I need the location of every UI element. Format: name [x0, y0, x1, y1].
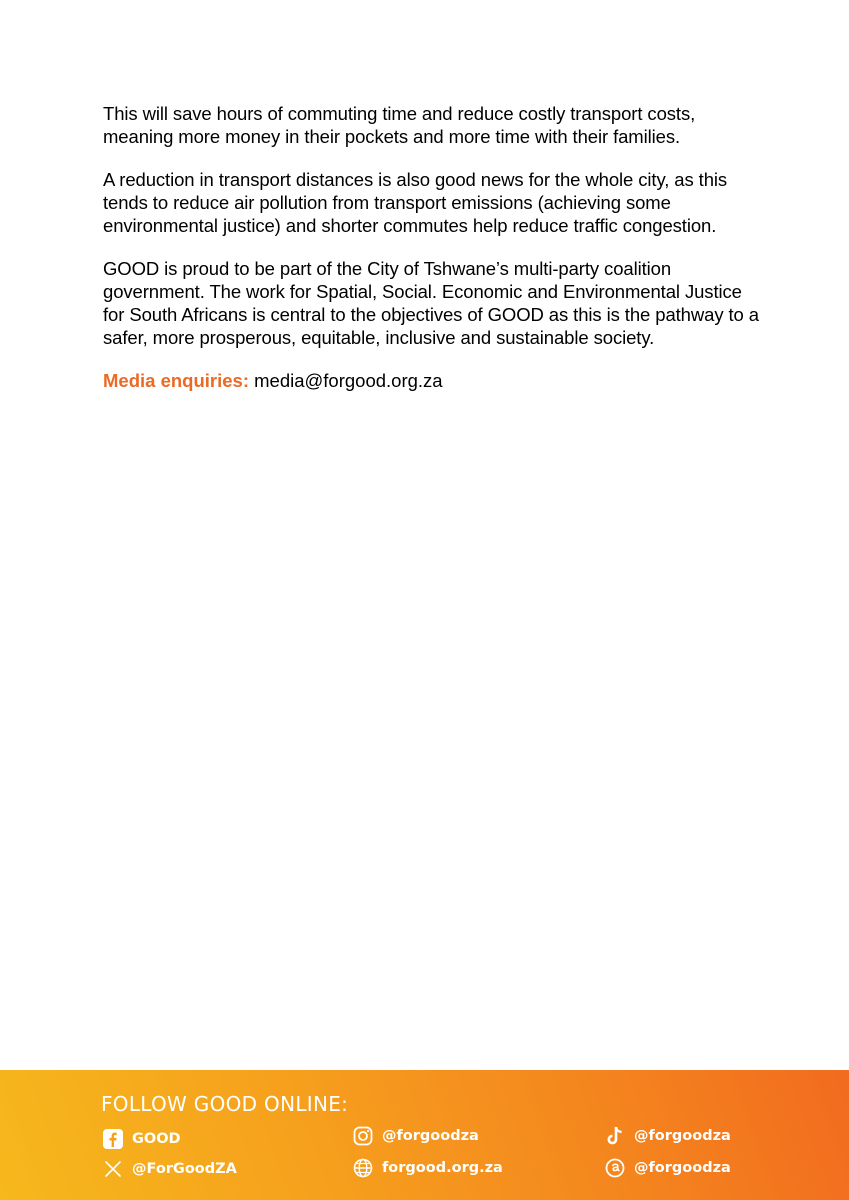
media-enquiries [103, 369, 763, 392]
tiktok-icon [604, 1125, 626, 1147]
facebook-handle: GOOD [132, 1131, 181, 1147]
x-handle: @ForGoodZA [132, 1161, 237, 1177]
media-enquiries-label: Media enquiries: [103, 370, 249, 391]
threads-icon [604, 1157, 626, 1179]
globe-icon [352, 1157, 374, 1179]
x-link[interactable] [102, 1158, 237, 1180]
website-handle: forgood.org.za [382, 1160, 503, 1176]
instagram-link[interactable] [352, 1125, 479, 1147]
footer-banner [0, 1070, 849, 1200]
instagram-icon [352, 1125, 374, 1147]
facebook-link[interactable] [102, 1128, 181, 1150]
paragraph-transport-distances: A reduction in transport distances is also good news for the whole city, as this tends to reduce air pollution from transport emissions (achieving some environmental justice) and shorter commutes help reduce traffic congestion. [103, 169, 728, 236]
footer-title: FOLLOW GOOD ONLINE: [101, 1092, 349, 1116]
paragraph-commuting: This will save hours of commuting time and reduce costly transport costs, meaning more money in their pockets and more time with their families. [103, 103, 696, 147]
document-body [103, 102, 763, 392]
x-icon [102, 1158, 124, 1180]
threads-link[interactable] [604, 1157, 731, 1179]
instagram-handle: @forgoodza [382, 1128, 479, 1144]
tiktok-handle: @forgoodza [634, 1128, 731, 1144]
facebook-icon [102, 1128, 124, 1150]
threads-handle: @forgoodza [634, 1160, 731, 1176]
website-link[interactable] [352, 1157, 503, 1179]
tiktok-link[interactable] [604, 1125, 731, 1147]
paragraph-good-coalition: GOOD is proud to be part of the City of Tshwane’s multi-party coalition government. The work for Spatial, Social. Economic and Environmental Justice for South Africans is central to the objectives of GOOD as this is the pathway to a safer, more prosperous, equitable, inclusive and sustainable society. [103, 258, 759, 348]
media-email-link[interactable]: media@forgood.org.za [254, 370, 443, 391]
